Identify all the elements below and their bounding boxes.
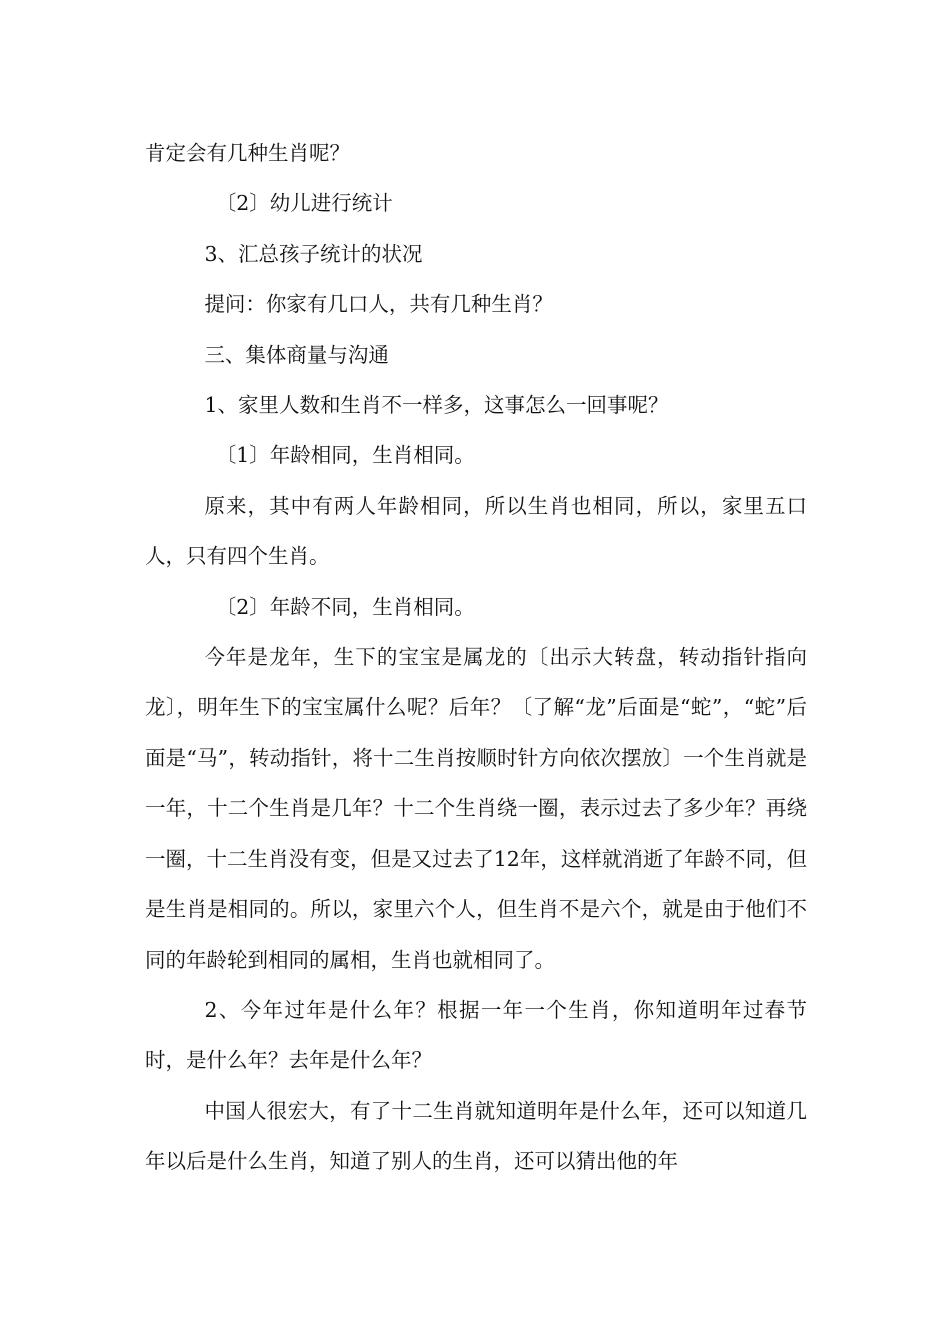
paragraph-continuation: 肯定会有几种生肖呢？ — [145, 141, 350, 165]
document-body — [145, 128, 807, 1187]
paragraph-case-2: 〔2〕年龄不同，生肖相同。 — [215, 594, 475, 619]
paragraph-item-2: 2、今年过年是什么年？根据一年一个生肖，你知道明年过春节时，是什么年？去年是什么年？ — [145, 997, 807, 1073]
paragraph-conclusion: 中国人很宏大，有了十二生肖就知道明年是什么年，还可以知道几年以后是什么生肖，知道了别人的生肖，还可以猜出他的年 — [145, 1098, 807, 1174]
paragraph-step-2-statistics: 〔2〕幼儿进行统计 — [215, 191, 393, 216]
paragraph-item-1: 1、家里人数和生肖不一样多，这事怎么一回事呢？ — [204, 393, 669, 418]
paragraph-item-3-summary: 3、汇总孩子统计的状况 — [204, 241, 423, 266]
section-heading-3: 三、集体商量与沟通 — [204, 342, 389, 367]
paragraph-explanation-1: 原来，其中有两人年龄相同，所以生肖也相同，所以，家里五口人，只有四个生肖。 — [145, 493, 807, 569]
paragraph-explanation-2: 今年是龙年，生下的宝宝是属龙的〔出示大转盘，转动指针指向龙〕，明年生下的宝宝属什么呢？后年？〔了解“龙”后面是“蛇”，“蛇”后面是“马”，转动指针，将十二生肖按顺时针方向依次摆放〕一个生肖就是一年，十二个生肖是几年？十二个生肖绕一圈，表示过去了多少年？再绕一圈，十二生肖没有变，但是又过去了12年，这样就消逝了年龄不同，但是生肖是相同的。所以，家里六个人，但生肖不是六个，就是由于他们不同的年龄轮到相同的属相，生肖也就相同了。 — [145, 645, 807, 972]
paragraph-question: 提问：你家有几口人，共有几种生肖？ — [204, 292, 553, 317]
paragraph-case-1: 〔1〕年龄相同，生肖相同。 — [215, 443, 475, 468]
